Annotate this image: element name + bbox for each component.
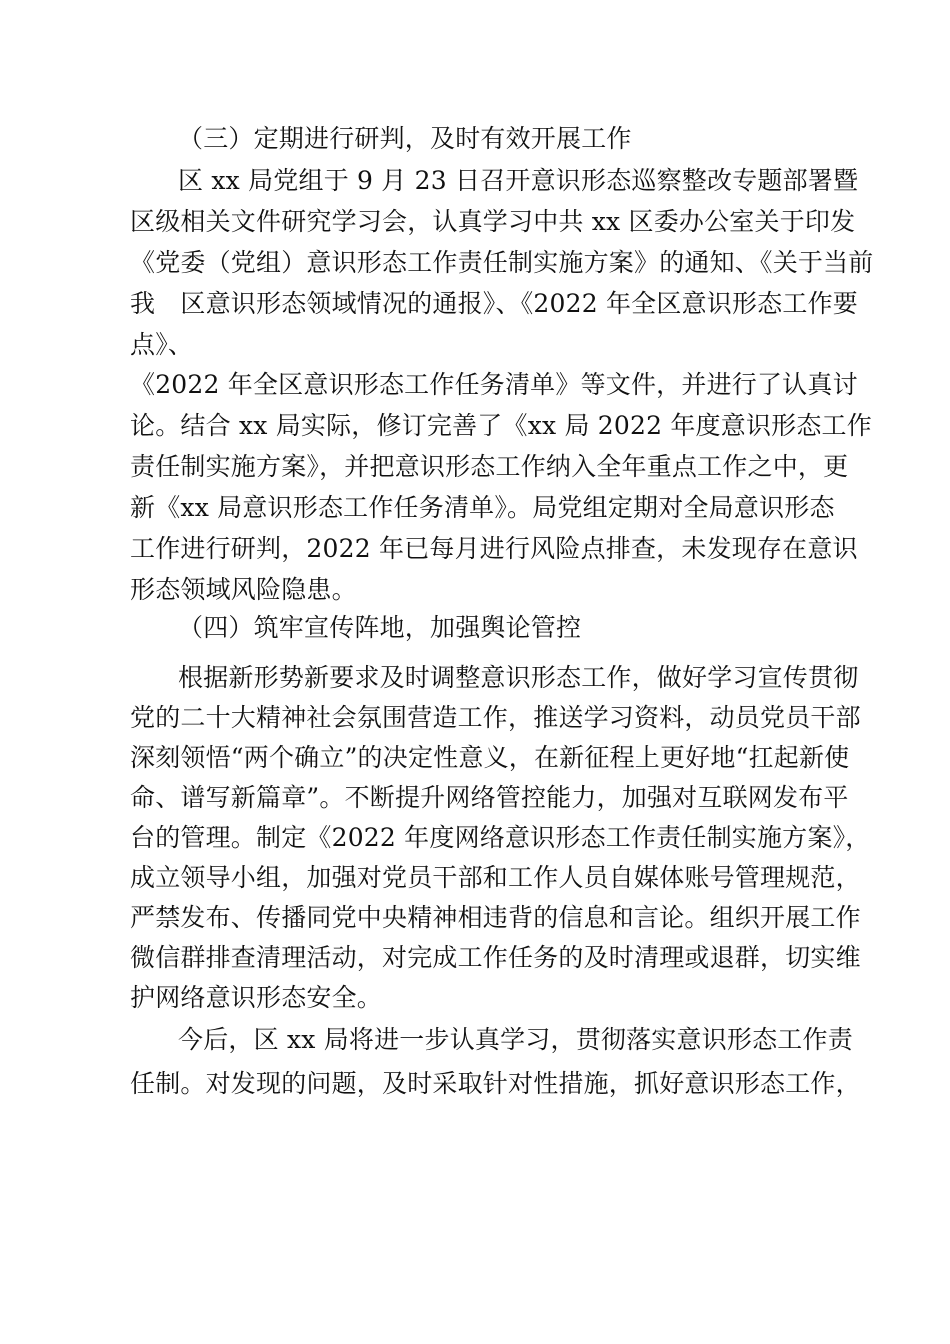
section3-line-5: 点》、 bbox=[130, 330, 194, 359]
section4-line-4: 命、谱写新篇章”。不断提升网络管控能力，加强对互联网发布平 bbox=[130, 783, 849, 812]
section3-line-1: 区 xx 局党组于 9 月 23 日召开意识形态巡察整改专题部署暨 bbox=[178, 166, 859, 195]
section4-line-2: 党的二十大精神社会氛围营造工作，推送学习资料，动员党员干部 bbox=[130, 703, 861, 732]
section4-line-9: 护网络意识形态安全。 bbox=[130, 983, 383, 1012]
section3-line-2: 区级相关文件研究学习会，认真学习中共 xx 区委办公室关于印发 bbox=[130, 207, 856, 236]
section4-line-1: 根据新形势新要求及时调整意识形态工作，做好学习宣传贯彻 bbox=[178, 663, 859, 692]
conclusion-line-2: 任制。对发现的问题，及时采取针对性措施，抓好意识形态工作， bbox=[130, 1069, 861, 1098]
section3-line-8: 责任制实施方案》，并把意识形态工作纳入全年重点工作之中，更 bbox=[130, 452, 849, 481]
conclusion-line-1: 今后，区 xx 局将进一步认真学习，贯彻落实意识形态工作责 bbox=[178, 1025, 853, 1054]
section4-line-7: 严禁发布、传播同党中央精神相违背的信息和言论。组织开展工作 bbox=[130, 903, 861, 932]
section3-line-3: 《党委（党组）意识形态工作责任制实施方案》的通知、《关于当前 bbox=[130, 248, 874, 277]
section4-line-3: 深刻领悟“两个确立”的决定性意义，在新征程上更好地“扛起新使 bbox=[130, 743, 850, 772]
section3-line-6: 《2022 年全区意识形态工作任务清单》等文件，并进行了认真讨 bbox=[130, 370, 858, 399]
section3-line-4: 我 区意识形态领域情况的通报》、《2022 年全区意识形态工作要 bbox=[130, 289, 858, 318]
section4-line-6: 成立领导小组，加强对党员干部和工作人员自媒体账号管理规范， bbox=[130, 863, 861, 892]
section3-line-11: 形态领域风险隐患。 bbox=[130, 575, 357, 604]
section3-line-7: 论。结合 xx 局实际，修订完善了《xx 局 2022 年度意识形态工作 bbox=[130, 411, 872, 440]
section3-heading: （三）定期进行研判，及时有效开展工作 bbox=[178, 124, 632, 153]
section4-line-5: 台的管理。制定《2022 年度网络意识形态工作责任制实施方案》， bbox=[130, 823, 871, 852]
section4-line-8: 微信群排查清理活动，对完成工作任务的及时清理或退群，切实维 bbox=[130, 943, 861, 972]
section4-heading: （四）筑牢宣传阵地，加强舆论管控 bbox=[178, 613, 582, 642]
section3-line-10: 工作进行研判，2022 年已每月进行风险点排查，未发现存在意识 bbox=[130, 534, 858, 563]
section3-line-9: 新《xx 局意识形态工作任务清单》。局党组定期对全局意识形态 bbox=[130, 493, 835, 522]
